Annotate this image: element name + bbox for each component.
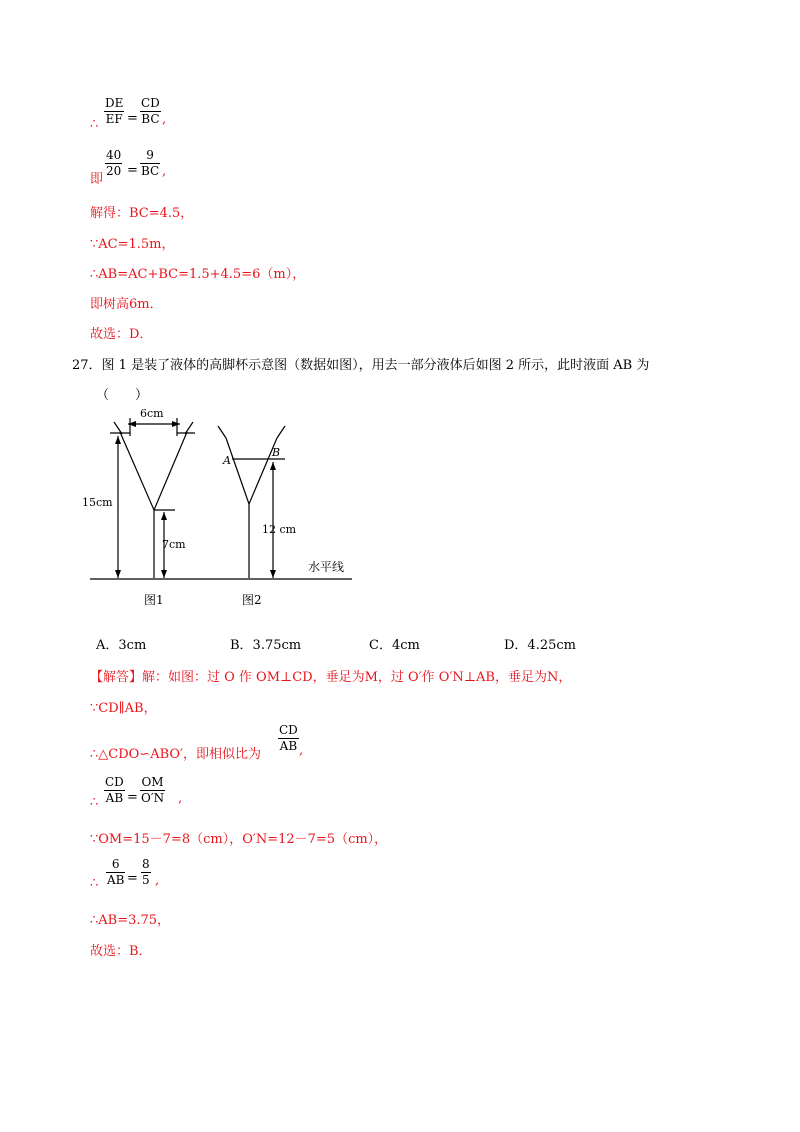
fraction-cd-ab-2: $\frac{CD}{AB}$ [105, 775, 124, 805]
answer-line-2: ∵CD∥AB， [90, 701, 157, 716]
therefore-symbol: ∴ [90, 876, 99, 891]
ji-text: 即 [90, 172, 104, 187]
equals-sign: = [127, 163, 138, 178]
label-7cm: 7cm [162, 538, 186, 551]
therefore-symbol: ∴ [90, 795, 99, 810]
comma: , [162, 164, 167, 179]
answer-line-7: ∴AB=3.75， [90, 913, 171, 928]
fraction-8-5: $\frac{8}{5}$ [142, 857, 150, 887]
solution-line-bc: 解得：BC=4.5， [90, 206, 194, 221]
option-b[interactable]: B．3.75cm [230, 638, 302, 653]
solution-line-ab: ∴AB=AC+BC=1.5+4.5=6（m）， [90, 267, 306, 282]
question-27-paren: （ ） [96, 388, 149, 403]
goblet-figure [80, 402, 370, 614]
label-horizon: 水平线 [308, 560, 345, 574]
comma: , [299, 743, 304, 758]
option-c[interactable]: C．4cm [369, 638, 420, 653]
fraction-om-on: $\frac{OM}{O'N}$ [141, 775, 165, 805]
label-fig2: 图2 [242, 593, 262, 607]
fraction-cd-bc: $\frac{CD}{BC}$ [141, 96, 160, 126]
fraction-de-ef: $\frac{DE}{EF}$ [105, 96, 124, 126]
comma: , [155, 873, 160, 888]
solution-line-ac: ∵AC=1.5m， [90, 237, 175, 252]
option-a[interactable]: A．3cm [96, 638, 147, 653]
label-15cm: 15cm [82, 496, 113, 509]
equals-sign: = [127, 111, 138, 126]
comma: , [178, 791, 183, 806]
fraction-40-20: $\frac{40}{20}$ [106, 148, 122, 178]
option-d[interactable]: D．4.25cm [504, 638, 576, 653]
label-b: B [272, 446, 281, 459]
label-a: A [223, 454, 231, 467]
fraction-9-bc: $\frac{9}{BC}$ [141, 148, 160, 178]
answer-line-3: ∴△CDO∽ABO′，即相似比为 [90, 747, 261, 762]
fraction-6-ab: $\frac{6}{AB}$ [107, 857, 125, 887]
therefore-symbol: ∴ [90, 117, 99, 132]
equals-sign: = [127, 790, 138, 805]
equals-sign: = [127, 871, 138, 886]
solution-line-choice: 故选：D． [90, 327, 153, 342]
answer-line-8: 故选：B． [90, 944, 152, 959]
comma: , [162, 112, 167, 127]
solution-line-tree-height: 即树高6m． [90, 297, 163, 312]
label-6cm: 6cm [140, 407, 164, 420]
question-27-text: 27．图 1 是装了液体的高脚杯示意图（数据如图），用去一部分液体后如图 2 所示，此时液面 AB 为 [72, 358, 650, 373]
fraction-cd-ab: $\frac{CD}{AB}$ [279, 723, 298, 753]
label-12cm: 12 cm [262, 523, 297, 536]
answer-line-1: 【解答】解：如图：过 O 作 OM⊥CD，垂足为M，过 O′作 O′N⊥AB，垂足为N， [90, 670, 572, 685]
answer-line-5: ∵OM=15－7=8（cm），O′N=12－7=5（cm）， [90, 832, 388, 847]
label-fig1: 图1 [144, 593, 164, 607]
